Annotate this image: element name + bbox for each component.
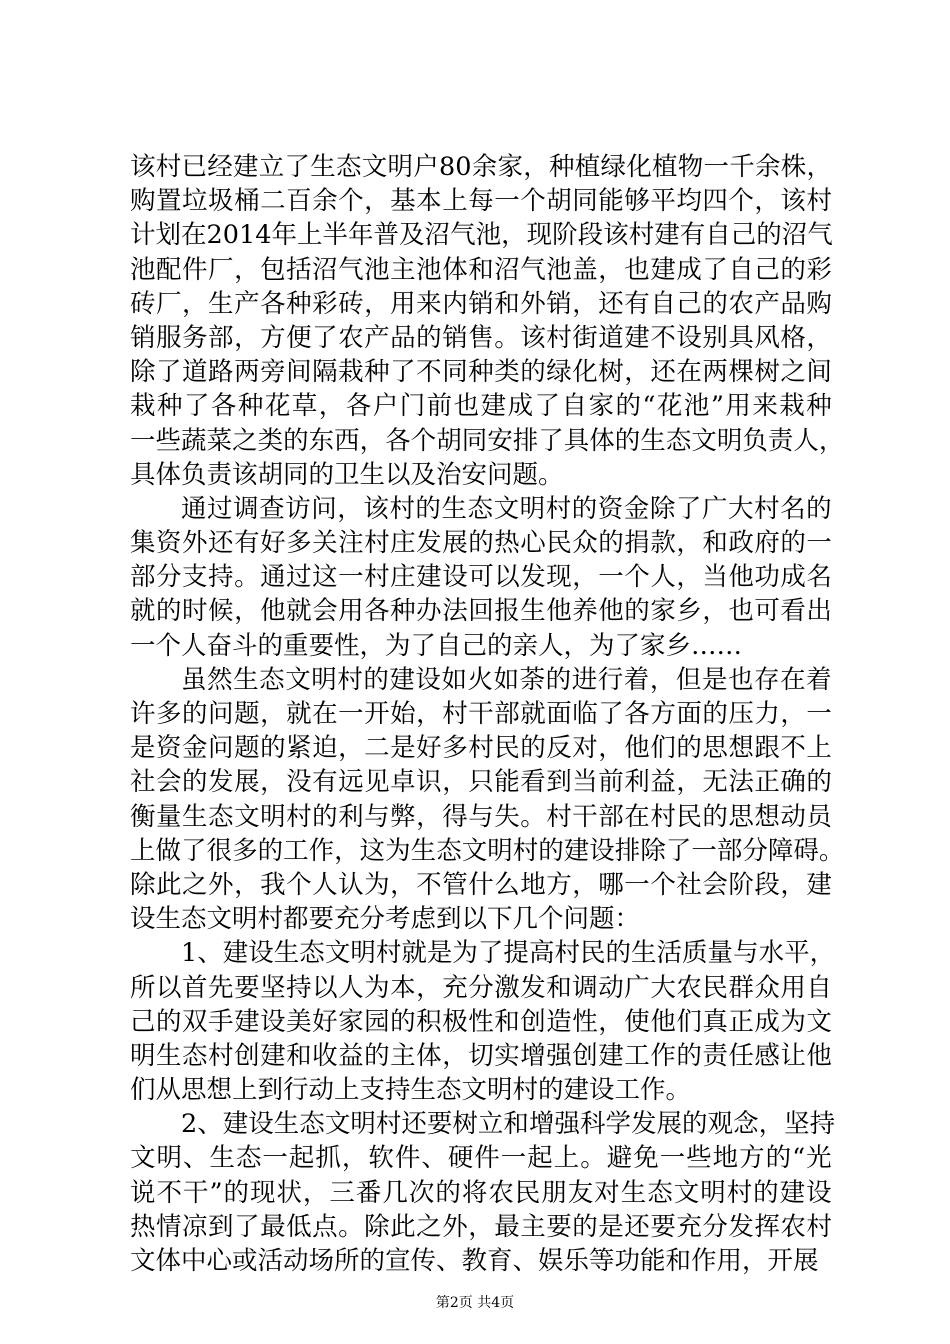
document-body — [130, 150, 845, 1278]
text-line: 池 配 件 厂 ， 包 括 沼 气 池 主 池 体 和 沼 气 池 盖 ， 也 建 成 了 自 己 的 彩 — [130, 254, 832, 285]
text-line: 许 多 的 问 题 ， 就 在 一 开 始 ， 村 干 部 就 面 临 了 各 方 面 的 压 力 ， 一 — [130, 699, 832, 729]
text-line: 2 、 建 设 生 态 文 明 村 还 要 树 立 和 增 强 科 学 发 展 的 观 念 ， 坚 持 — [181, 1109, 836, 1140]
text-line: 己 的 双 手 建 设 美 好 家 园 的 积 极 性 和 创 造 性 ， 使 他 们 真 正 成 为 文 — [130, 1006, 832, 1037]
paragraph — [130, 663, 845, 937]
text-line: 一 些 蔬 菜 之 类 的 东 西 ， 各 个 胡 同 安 排 了 具 体 的 生 态 文 明 负 责 人 ， — [130, 425, 845, 456]
paragraph — [130, 936, 836, 1107]
text-line: 就 的 时 候 ， 他 就 会 用 各 种 办 法 回 报 生 他 养 他 的 家 乡 ， 也 可 看 出 — [130, 596, 832, 627]
text-line: 文体中心或活动场所的宣传、教育、娱乐等功能和作用，开展 — [130, 1246, 819, 1276]
text-line: 集 资 外 还 有 好 多 关 注 村 庄 发 展 的 热 心 民 众 的 捐 款 ， 和 政 府 的 一 — [130, 528, 832, 559]
text-line: 1 、 建 设 生 态 文 明 村 就 是 为 了 提 高 村 民 的 生 活 质 量 与 水 平 ， — [181, 938, 836, 969]
paragraph — [130, 1107, 836, 1278]
text-line: 上 做 了 很 多 的 工 作 ， 这 为 生 态 文 明 村 的 建 设 排 除 了 一 部 分 障 碍 。 — [130, 835, 845, 866]
text-line: 是 资 金 问 题 的 紧 迫 ， 二 是 好 多 村 民 的 反 对 ， 他 们 的 思 想 跟 不 上 — [130, 733, 832, 764]
text-line: 计 划 在 2014 年 上 半 年 普 及 沼 气 池 ， 现 阶 段 该 村 建 有 自 己 的 沼 气 — [130, 220, 833, 251]
text-line: 通 过 调 查 访 问 ， 该 村 的 生 态 文 明 村 的 资 金 除 了 广 大 村 名 的 — [181, 493, 832, 524]
text-line: 部 分 支 持 。 通 过 这 一 村 庄 建 设 可 以 发 现 ， 一 个 人 ， 当 他 功 成 名 — [130, 562, 832, 593]
text-line: 具体负责该胡同的卫生以及治安问题。 — [130, 459, 564, 490]
text-line: 一个人奋斗的重要性，为了自己的亲人，为了家乡…… — [130, 630, 743, 661]
text-line: 文 明 、 生 态 一 起 抓 ， 软 件 、 硬 件 一 起 上 。 避 免 一 些 地 方 的 “ 光 — [130, 1143, 832, 1174]
text-line: 所 以 首 先 要 坚 持 以 人 为 本 ， 充 分 激 发 和 调 动 广 大 农 民 群 众 用 自 — [130, 972, 832, 1003]
page-footer: 第2页 共4页 — [435, 1295, 515, 1311]
text-line: 购 置 垃 圾 桶 二 百 余 个 ， 基 本 上 每 一 个 胡 同 能 够 平 均 四 个 ， 该 村 — [130, 186, 832, 217]
text-line: 们从思想上到行动上支持生态文明村的建设工作。 — [130, 1075, 692, 1106]
paragraph — [130, 492, 832, 663]
text-line: 说 不 干 ” 的 现 状 ， 三 番 几 次 的 将 农 民 朋 友 对 生 态 文 明 村 的 建 设 — [130, 1177, 832, 1208]
text-line: 衡 量 生 态 文 明 村 的 利 与 弊 ， 得 与 失 。 村 干 部 在 村 民 的 思 想 动 员 — [130, 801, 832, 832]
text-line: 砖 厂 ， 生 产 各 种 彩 砖 ， 用 来 内 销 和 外 销 ， 还 有 自 己 的 农 产 品 购 — [130, 288, 832, 319]
text-line: 销 服 务 部 ， 方 便 了 农 产 品 的 销 售 。 该 村 街 道 建 不 设 别 具 风 格 ， — [130, 322, 832, 353]
text-line: 明 生 态 村 创 建 和 收 益 的 主 体 ， 切 实 增 强 创 建 工 作 的 责 任 感 让 他 — [130, 1040, 832, 1071]
text-line: 热 情 凉 到 了 最 低 点 。 除 此 之 外 ， 最 主 要 的 是 还 要 充 分 发 挥 农 村 — [130, 1211, 832, 1242]
text-line: 该 村 已 经 建 立 了 生 态 文 明 户 80 余 家 ， 种 植 绿 化 植 物 一 千 余 株 ， — [130, 152, 832, 182]
text-line: 除 了 道 路 两 旁 间 隔 栽 种 了 不 同 种 类 的 绿 化 树 ， 还 在 两 棵 树 之 间 — [130, 357, 832, 388]
paragraph — [130, 150, 845, 492]
text-line: 社 会 的 发 展 ， 没 有 远 见 卓 识 ， 只 能 看 到 当 前 利 益 ， 无 法 正 确 的 — [130, 767, 832, 798]
text-line: 虽 然 生 态 文 明 村 的 建 设 如 火 如 荼 的 进 行 着 ， 但 是 也 存 在 着 — [181, 664, 832, 695]
text-line: 栽 种 了 各 种 花 草 ， 各 户 门 前 也 建 成 了 自 家 的 “ 花 池 ” 用 来 栽 种 — [130, 391, 832, 422]
text-line: 设生态文明村都要充分考虑到以下几个问题： — [130, 904, 641, 935]
text-line: 除 此 之 外 ， 我 个 人 认 为 ， 不 管 什 么 地 方 ， 哪 一 个 社 会 阶 段 ， 建 — [130, 869, 832, 900]
